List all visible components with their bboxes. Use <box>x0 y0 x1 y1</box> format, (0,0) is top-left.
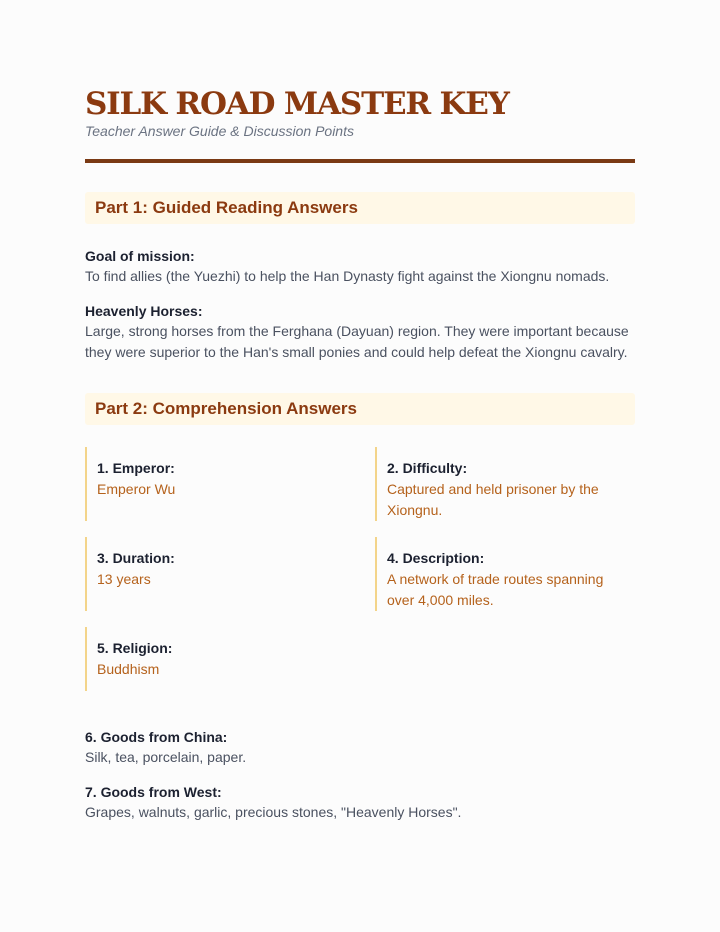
card-answer: A network of trade routes spanning over 4,000 miles. <box>387 571 604 608</box>
answer-goal-of-mission <box>85 246 635 287</box>
card-answer: Buddhism <box>97 661 160 677</box>
card-answer: 13 years <box>97 571 151 587</box>
answer-text: To find allies (the Yuezhi) to help the Han Dynasty fight against the Xiongnu nomads. <box>85 268 610 284</box>
page-subtitle: Teacher Answer Guide & Discussion Points <box>85 123 354 139</box>
card-answer: Emperor Wu <box>97 481 176 497</box>
answer-goods-from-china <box>85 727 635 768</box>
answer-heavenly-horses <box>85 301 635 363</box>
answer-guide-page <box>85 86 635 823</box>
card-label: 4. Description: <box>387 550 485 566</box>
card-label: 2. Difficulty: <box>387 460 468 476</box>
card-label: 5. Religion: <box>97 640 173 656</box>
answer-text: Large, strong horses from the Ferghana (Dayuan) region. They were important because they were superior to the Han's small ponies and could help defeat the Xiongnu cavalry. <box>85 323 629 360</box>
answer-goods-from-west <box>85 782 635 823</box>
answer-text: Silk, tea, porcelain, paper. <box>85 749 247 765</box>
card-answer: Captured and held prisoner by the Xiongnu. <box>387 481 599 518</box>
card-description <box>375 537 635 611</box>
section-heading-part1: Part 1: Guided Reading Answers <box>85 192 635 224</box>
card-duration <box>85 537 375 611</box>
page-title: SILK ROAD MASTER KEY <box>85 86 509 122</box>
answer-label: 6. Goods from China: <box>85 729 228 745</box>
section-heading-part2: Part 2: Comprehension Answers <box>85 393 635 425</box>
answer-label: Goal of mission: <box>85 248 195 264</box>
header-divider <box>85 159 635 163</box>
comprehension-grid <box>85 447 635 691</box>
card-religion <box>85 627 375 691</box>
card-emperor <box>85 447 375 521</box>
answer-text: Grapes, walnuts, garlic, precious stones, "Heavenly Horses". <box>85 804 462 820</box>
answer-label: Heavenly Horses: <box>85 303 203 319</box>
card-label: 3. Duration: <box>97 550 175 566</box>
card-difficulty <box>375 447 635 521</box>
card-label: 1. Emperor: <box>97 460 175 476</box>
answer-label: 7. Goods from West: <box>85 784 222 800</box>
